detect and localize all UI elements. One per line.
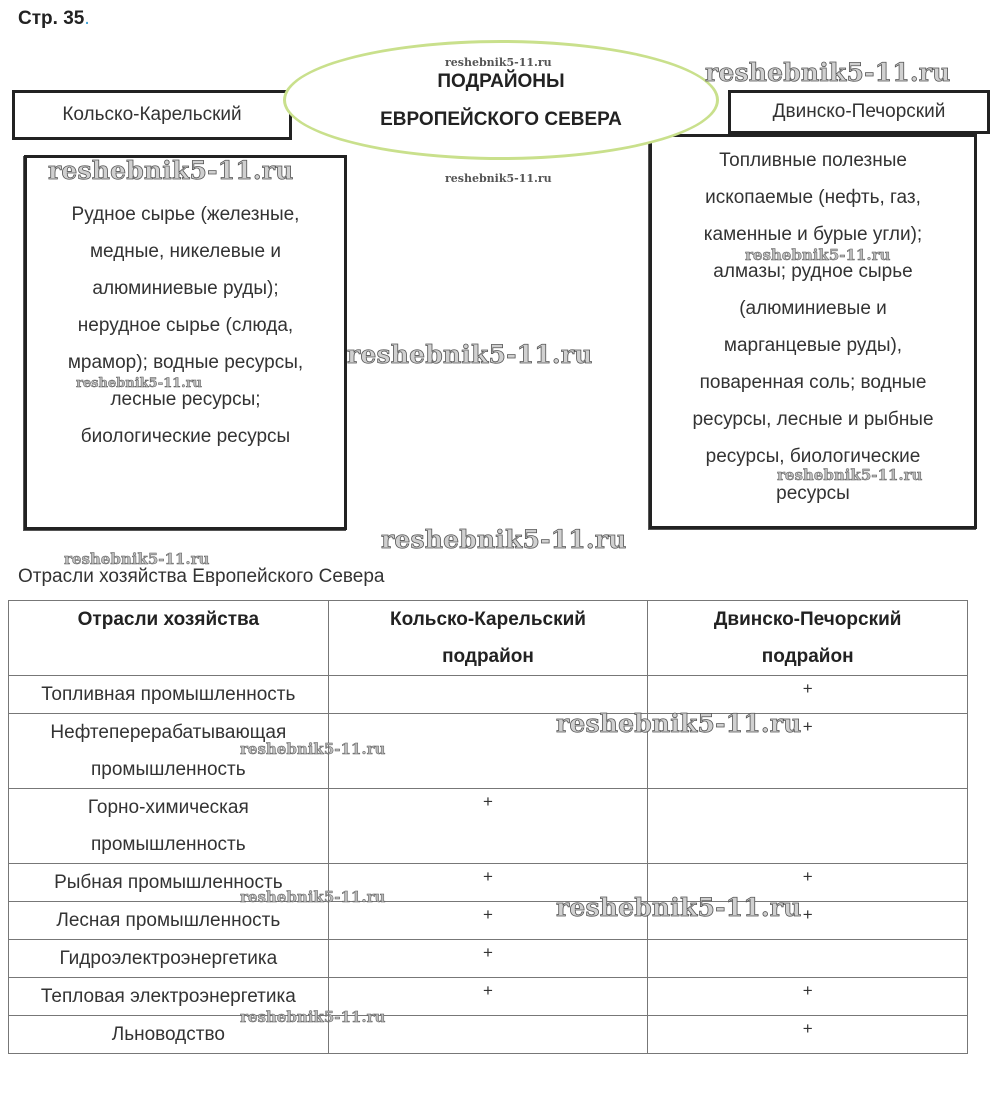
dvina-pechora-mark: + <box>648 864 968 902</box>
kola-karelian-resources-box <box>24 155 347 530</box>
kola-karelian-mark: + <box>328 902 648 940</box>
economy-sectors-table <box>8 600 968 1054</box>
subregion-label-dvina-pechora: Двинско-Печорский <box>728 90 990 134</box>
dvina-pechora-mark: + <box>648 714 968 789</box>
kola-karelian-mark: + <box>328 978 648 1016</box>
watermark: reshebnik5-11.ru <box>76 376 203 391</box>
watermark: reshebnik5-11.ru <box>777 466 923 484</box>
diagram-title-line1: ПОДРАЙОНЫ <box>437 71 565 92</box>
diagram-title-line2: ЕВРОПЕЙСКОГО СЕВЕРА <box>380 109 622 130</box>
dvina-pechora-mark <box>648 789 968 864</box>
header-sectors: Отрасли хозяйства <box>9 601 329 676</box>
watermark: reshebnik5-11.ru <box>556 893 802 922</box>
table-row <box>9 940 968 978</box>
dvina-pechora-mark: + <box>648 978 968 1016</box>
watermark: reshebnik5-11.ru <box>556 709 802 738</box>
sector-name: Гидроэлектроэнергетика <box>9 940 329 978</box>
dvina-pechora-mark <box>648 940 968 978</box>
table-row <box>9 902 968 940</box>
watermark: reshebnik5-11.ru <box>347 340 593 369</box>
watermark: reshebnik5-11.ru <box>64 550 210 568</box>
table-row <box>9 864 968 902</box>
watermark: reshebnik5-11.ru <box>445 56 552 69</box>
table-row <box>9 978 968 1016</box>
kola-karelian-mark: + <box>328 940 648 978</box>
sector-name: Рыбная промышленность <box>9 864 329 902</box>
page-number: Стр. 35. <box>18 8 90 29</box>
table-row <box>9 1016 968 1054</box>
kola-karelian-mark: + <box>328 864 648 902</box>
sector-name: Нефтеперерабатывающая промышленность <box>9 714 329 789</box>
kola-karelian-resources-text: Рудное сырье (железные, медные, никелевые и алюминиевые руды); нерудное сырье (слюда, мрамор); водные ресурсы, лесные ресурсы; биологические ресурсы <box>67 204 304 447</box>
watermark: reshebnik5-11.ru <box>381 525 627 554</box>
sector-name: Лесная промышленность <box>9 902 329 940</box>
header-kola-karelian: Кольско-Карельский подрайон <box>328 601 648 676</box>
table-header-row <box>9 601 968 676</box>
dvina-pechora-resources-text: Топливные полезные ископаемые (нефть, газ, каменные и бурые угли); алмазы; рудное сырье (алюминиевые и марганцевые руды), поваренная соль; водные ресурсы, лесные и рыбные ресурсы, биологические ресурсы <box>692 150 934 504</box>
watermark: reshebnik5-11.ru <box>745 246 891 264</box>
table-row <box>9 714 968 789</box>
sector-name: Тепловая электроэнергетика <box>9 978 329 1016</box>
kola-karelian-mark <box>328 676 648 714</box>
watermark: reshebnik5-11.ru <box>705 58 951 87</box>
dvina-pechora-mark: + <box>648 902 968 940</box>
watermark: reshebnik5-11.ru <box>240 1008 386 1026</box>
dvina-pechora-mark: + <box>648 676 968 714</box>
watermark: reshebnik5-11.ru <box>445 172 552 185</box>
watermark: reshebnik5-11.ru <box>240 888 386 906</box>
table-title: Отрасли хозяйства Европейского Севера <box>18 566 385 587</box>
sector-name: Льноводство <box>9 1016 329 1054</box>
dvina-pechora-mark: + <box>648 1016 968 1054</box>
watermark: reshebnik5-11.ru <box>240 740 386 758</box>
subregion-label-kola-karelian: Кольско-Карельский <box>12 90 292 140</box>
kola-karelian-mark: + <box>328 789 648 864</box>
sector-name: Топливная промышленность <box>9 676 329 714</box>
table-row <box>9 789 968 864</box>
sector-name: Горно-химическая промышленность <box>9 789 329 864</box>
table-row <box>9 676 968 714</box>
header-dvina-pechora: Двинско-Печорский подрайон <box>648 601 968 676</box>
watermark: reshebnik5-11.ru <box>48 156 294 185</box>
